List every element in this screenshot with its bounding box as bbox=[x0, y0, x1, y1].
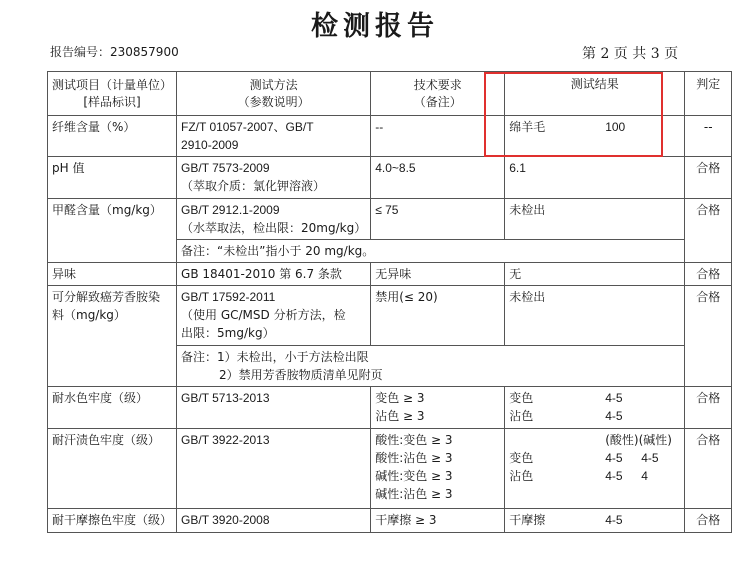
water-result-value2: 4-5 bbox=[605, 409, 623, 423]
header-requirement bbox=[371, 72, 505, 116]
water-result-value1: 4-5 bbox=[605, 391, 623, 405]
azo-item-line2: 料（mg/kg） bbox=[52, 308, 126, 322]
water-result-line1 bbox=[509, 389, 680, 407]
azo-item bbox=[48, 286, 177, 387]
fiber-requirement: -- bbox=[371, 116, 505, 157]
rubbing-requirement: 干摩擦 ≥ 3 bbox=[371, 509, 505, 533]
table-row-fiber bbox=[48, 116, 732, 157]
header-method-line1: 测试方法 bbox=[249, 77, 298, 92]
header-item-line2: [样品标识] bbox=[83, 94, 141, 109]
table-row-odor bbox=[48, 263, 732, 286]
fiber-item: 纤维含量（%） bbox=[48, 116, 177, 157]
header-method-line2: （参数说明） bbox=[237, 94, 310, 109]
table-row-formaldehyde bbox=[48, 199, 732, 240]
header-test-item bbox=[48, 72, 177, 116]
fiber-method-line2: 2910-2009 bbox=[181, 138, 239, 152]
rubbing-judgement: 合格 bbox=[685, 509, 732, 533]
ph-requirement: 4.0~8.5 bbox=[371, 157, 505, 199]
ph-method bbox=[177, 157, 371, 199]
formaldehyde-method bbox=[177, 199, 371, 240]
header-test-method bbox=[177, 72, 371, 116]
perspiration-judgement: 合格 bbox=[685, 429, 732, 509]
perspiration-result-acid2: 4-5 bbox=[605, 469, 623, 483]
page-indicator: 第 2 页 共 3 页 bbox=[582, 46, 679, 62]
table-header-row bbox=[48, 72, 732, 116]
table-row-azo bbox=[48, 286, 732, 346]
perspiration-result-label1: 变色 bbox=[509, 451, 534, 465]
perspiration-result-alkali1: 4-5 bbox=[641, 451, 659, 465]
perspiration-req-line4: 碱性:沾色 ≥ 3 bbox=[375, 487, 453, 501]
formaldehyde-note: 备注：“未检出”指小于 20 mg/kg。 bbox=[177, 240, 685, 263]
perspiration-method: GB/T 3922-2013 bbox=[177, 429, 371, 509]
table-row-water bbox=[48, 387, 732, 429]
table-row-perspiration bbox=[48, 429, 732, 509]
report-number: 报告编号：230857900 bbox=[50, 45, 179, 59]
water-result-label1: 变色 bbox=[509, 391, 534, 405]
perspiration-req-line2: 酸性:沾色 ≥ 3 bbox=[375, 451, 453, 465]
azo-note-line1: 备注：1）未检出，小于方法检出限 bbox=[181, 350, 369, 364]
rubbing-method: GB/T 3920-2008 bbox=[177, 509, 371, 533]
azo-judgement: 合格 bbox=[685, 286, 732, 387]
water-judgement: 合格 bbox=[685, 387, 732, 429]
azo-note bbox=[177, 346, 685, 387]
perspiration-req-line1: 酸性:变色 ≥ 3 bbox=[375, 433, 453, 447]
water-method: GB/T 5713-2013 bbox=[177, 387, 371, 429]
azo-result: 未检出 bbox=[505, 286, 685, 346]
ph-judgement: 合格 bbox=[685, 157, 732, 199]
azo-item-line1: 可分解致癌芳香胺染 bbox=[52, 290, 161, 304]
table-row-rubbing bbox=[48, 509, 732, 533]
fiber-method-line1: FZ/T 01057-2007、GB/T bbox=[181, 120, 314, 134]
odor-result: 无 bbox=[505, 263, 685, 286]
header-item-line1: 测试项目（计量单位） bbox=[52, 77, 173, 92]
odor-requirement: 无异味 bbox=[371, 263, 505, 286]
fiber-result-value: 100 bbox=[605, 120, 626, 134]
perspiration-header-alkali: (碱性) bbox=[638, 433, 672, 447]
perspiration-result-acid1: 4-5 bbox=[605, 451, 623, 465]
water-item: 耐水色牢度（级） bbox=[48, 387, 177, 429]
header-result: 测试结果 bbox=[505, 72, 685, 116]
perspiration-result-alkali2: 4 bbox=[641, 469, 648, 483]
table-row-ph bbox=[48, 157, 732, 199]
odor-item: 异味 bbox=[48, 263, 177, 286]
fiber-result-label: 绵羊毛 bbox=[509, 120, 546, 134]
header-req-line1: 技术要求 bbox=[413, 77, 462, 92]
rubbing-result-value: 4-5 bbox=[605, 513, 623, 527]
formaldehyde-judgement: 合格 bbox=[685, 199, 732, 263]
perspiration-header-acid: (酸性) bbox=[605, 433, 639, 447]
perspiration-req-line3: 碱性:变色 ≥ 3 bbox=[375, 469, 453, 483]
header-req-line2: （备注） bbox=[413, 94, 462, 109]
formaldehyde-method-line2: （水萃取法，检出限：20mg/kg） bbox=[181, 221, 367, 235]
perspiration-result-line2 bbox=[509, 467, 680, 485]
formaldehyde-requirement: ≤ 75 bbox=[371, 199, 505, 240]
perspiration-item: 耐汗渍色牢度（级） bbox=[48, 429, 177, 509]
test-results-table bbox=[47, 71, 732, 533]
azo-method-line1: GB/T 17592-2011 bbox=[181, 290, 276, 304]
formaldehyde-method-line1: GB/T 2912.1-2009 bbox=[181, 203, 280, 217]
azo-method-line3: 出限：5mg/kg） bbox=[181, 326, 275, 340]
perspiration-result-line1 bbox=[509, 449, 680, 467]
ph-method-line1: GB/T 7573-2009 bbox=[181, 161, 270, 175]
fiber-result bbox=[505, 116, 685, 157]
fiber-method bbox=[177, 116, 371, 157]
ph-method-line2: （萃取介质：氯化钾溶液） bbox=[181, 179, 326, 193]
water-result bbox=[505, 387, 685, 429]
azo-note-line2: 2）禁用芳香胺物质清单见附页 bbox=[219, 368, 383, 382]
water-requirement bbox=[371, 387, 505, 429]
header-judgement: 判定 bbox=[685, 72, 732, 116]
water-result-label2: 沾色 bbox=[509, 409, 534, 423]
odor-method: GB 18401-2010 第 6.7 条款 bbox=[177, 263, 371, 286]
rubbing-result-label: 干摩擦 bbox=[509, 513, 546, 527]
azo-requirement: 禁用(≤ 20) bbox=[371, 286, 505, 346]
fiber-judgement: -- bbox=[685, 116, 732, 157]
rubbing-result bbox=[505, 509, 685, 533]
ph-item: pH 值 bbox=[48, 157, 177, 199]
report-title: 检测报告 bbox=[311, 11, 439, 42]
odor-judgement: 合格 bbox=[685, 263, 732, 286]
rubbing-item: 耐干摩擦色牢度（级） bbox=[48, 509, 177, 533]
azo-method bbox=[177, 286, 371, 346]
formaldehyde-item: 甲醛含量（mg/kg） bbox=[48, 199, 177, 263]
ph-result: 6.1 bbox=[505, 157, 685, 199]
perspiration-result-header bbox=[509, 431, 680, 449]
formaldehyde-result: 未检出 bbox=[505, 199, 685, 240]
perspiration-result-label2: 沾色 bbox=[509, 469, 534, 483]
water-req-line2: 沾色 ≥ 3 bbox=[375, 409, 425, 423]
azo-method-line2: （使用 GC/MSD 分析方法，检 bbox=[181, 308, 346, 322]
water-req-line1: 变色 ≥ 3 bbox=[375, 391, 425, 405]
perspiration-requirement bbox=[371, 429, 505, 509]
water-result-line2 bbox=[509, 407, 680, 425]
perspiration-result bbox=[505, 429, 685, 509]
